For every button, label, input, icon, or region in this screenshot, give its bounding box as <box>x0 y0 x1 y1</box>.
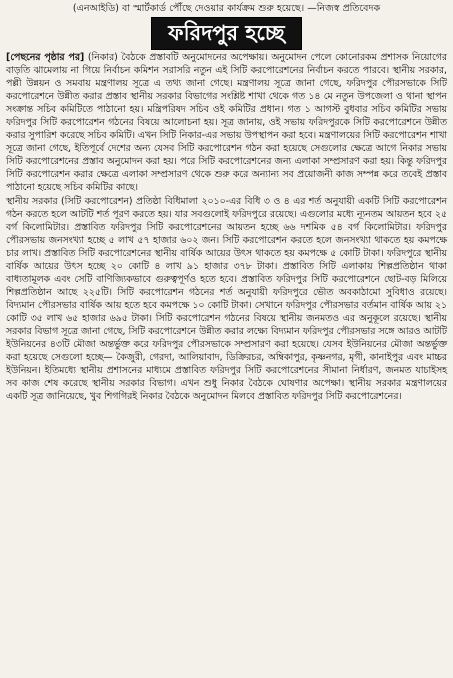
paragraph-text: (নিকার) বৈঠকে প্রস্তাবটি অনুমোদনের অপেক্ষায়। অনুমোদন পেলে কোনোরকম প্রশাসক নিয়োগের বাড়তি ঝামেলায় না গিয়ে নির্বাচন কমিশন সরাসরি নতুন এই সিটি করপোরেশনের নির্বাচন করতে পারবে। স্থানীয় সরকার, পল্লী উন্নয়ন ও সমবায় মন্ত্রণালয় সূত্রে এ তথ্য জানা গেছে। মন্ত্রণালয় সূত্রে জানা গেছে, ফরিদপুর পৌরসভাকে সিটি করপোরেশনে উন্নীত করার প্রস্তাব স্থানীয় সরকার বিভাগের সংশ্লিষ্ট শাখা থেকে গত ১৪ মে নতুন উপজেলা ও থানা স্থাপন সংক্রান্ত সচিব কমিটিতে পাঠানো হয়। মন্ত্রিপরিষদ সচিব ওই কমিটির প্রধান। গত ১ আগস্ট বুধবার সচিব কমিটির সভায় ফরিদপুর সিটি করপোরেশন গঠনের বিষয়ে আলোচনা হয়। সূত্র জানায়, ওই সভায় ফরিদপুরকে সিটি করপোরেশনে উন্নীত করার সুপারিশ করেছে সচিব কমিটি। এখন সিটি নিকার-এর সভায় উপস্থাপন করা হবে। মন্ত্রণালয়ের সিটি করপোরেশন শাখা সূত্রে জানা গেছে, ইতিপূর্বে দেশের অন্য যেসব সিটি করপোরেশন গঠন করা হয়েছে সেগুলোর ক্ষেত্রে আগে নিকার সভায় সিটি করপোরেশনের প্রস্তাব অনুমোদন করা হয়। পরে সিটি করপোরেশনের জন্য এলাকা সম্প্রসারণ করা হয়। কিন্তু ফরিদপুর সিটি করপোরেশন করার ক্ষেত্রে এলাকা সম্প্রসারণ থেকে শুরু করে অন্যান্য সব প্রয়োজনী কাজ সম্পন্ন করে তবেই প্রস্তাব পাঠানো হয়েছে সচিব কমিটির কাছে। <box>6 52 447 194</box>
article-paragraph <box>6 51 447 195</box>
continued-from-label: [পেছনের পৃষ্ঠার পর] <box>6 52 85 63</box>
article-paragraph <box>6 195 447 404</box>
headline-box <box>6 17 447 50</box>
headline: ফরিদপুর হচ্ছে <box>151 17 301 50</box>
previous-article-ending: (এনআইডি) বা স্মার্টকার্ড পৌঁছে দেওয়ার কার্যক্রম শুরু হয়েছে। —নিজস্ব প্রতিবেদক <box>72 3 381 14</box>
article-body <box>6 51 447 403</box>
paragraph-text: স্থানীয় সরকার (সিটি করপোরেশন) প্রতিষ্ঠা বিধিমালা ২০১০-এর বিধি ৩ ও ৪ এর শর্ত অনুযায়ী একটি সিটি করপোরেশন গঠন করতে হলে আটটি শর্ত পূরণ করতে হয়। যার সবগুলোই ফরিদপুরে রয়েছে। এগুলোর মধ্যে ন্যূনতম আয়তন হবে ২৫ বর্গ কিলোমিটার। প্রস্তাবিত ফরিদপুর সিটি করপোরেশনের আয়তন হচ্ছে ৬৬ দশমিক ৫৪ বর্গ কিলোমিটার। ফরিদপুর পৌরসভায় জনসংখ্যা হচ্ছে ৫ লাখ ৫৭ হাজার ৬০২ জন। সিটি করপোরেশন করতে হলে জনসংখ্যা থাকতে হয় কমপক্ষে চার লাখ। প্রস্তাবিত সিটি করপোরেশনের স্থানীয় বার্ষিক আয়ের উৎস থাকতে হয় কমপক্ষে ৫ কোটি টাকা। ফরিদপুরে স্থানীয় বার্ষিক আয়ের উৎস হচ্ছে ২০ কোটি ৪ লাখ ৯১ হাজার ৩৭৮ টাকা। প্রস্তাবিত সিটি এলাকায় শিল্পপ্রতিষ্ঠান থাকা বাধ্যতামূলক এবং সেটি বাণিজ্যিকভাবে গুরুত্বপূর্ণও হতে হবে। প্রস্তাবিত ফরিদপুর সিটি করপোরেশনে ছোট-বড় মিলিয়ে শিল্পপ্রতিষ্ঠান আছে ২২৫টি। সিটি করপোরেশন গঠনের শর্ত অনুযায়ী ফরিদপুরে ভৌত অবকাঠামো সুবিধাও রয়েছে। বিদ্যমান পৌরসভার বার্ষিক আয় হতে হবে কমপক্ষে ১০ কোটি টাকা। সেখানে ফরিদপুর পৌরসভার বর্তমান বার্ষিক আয় ২১ কোটি ৩৫ লাখ ৬৫ হাজার ৬৯৫ টাকা। সিটি করপোরেশন গঠনের বিষয়ে স্থানীয় জনমতও এর অনুকূলে রয়েছে। স্থানীয় সরকার বিভাগ সূত্রে জানা গেছে, সিটি করপোরেশনে উন্নীত করার লক্ষ্যে বিদ্যমান ফরিদপুর পৌরসভার সঙ্গে আরও আটটি ইউনিয়নের ৪৩টি মৌজা অন্তর্ভুক্ত করে ফরিদপুর পৌরসভাকে সম্প্রসারণ করা হয়েছে। যেসব ইউনিয়নের মৌজা অন্তর্ভুক্ত করা হয়েছে সেগুলো হচ্ছে— কৈজুরী, গেরদা, আলিয়াবাদ, ডিক্রিরচর, অম্বিকাপুর, কৃষ্ণনগর, মৃগী, কানাইপুর এবং মাচ্চর ইউনিয়ন। ইতিমধ্যে স্থানীয় প্রশাসনের মাধ্যমে প্রস্তাবিত ফরিদপুর সিটি করপোরেশনের সীমানা নির্ধারণ, জনমত যাচাইসহ সব কাজ শেষ করেছে স্থানীয় সরকার বিভাগ। এখন শুধু নিকার বৈঠকে ঘোষণার অপেক্ষা। স্থানীয় সরকার মন্ত্রণালয়ের একটি সূত্র জানিয়েছে, খুব শিগগিরই নিকার বৈঠকে অনুমোদন মিলবে প্রস্তাবিত ফরিদপুর সিটি করপোরেশনের। <box>6 195 447 403</box>
